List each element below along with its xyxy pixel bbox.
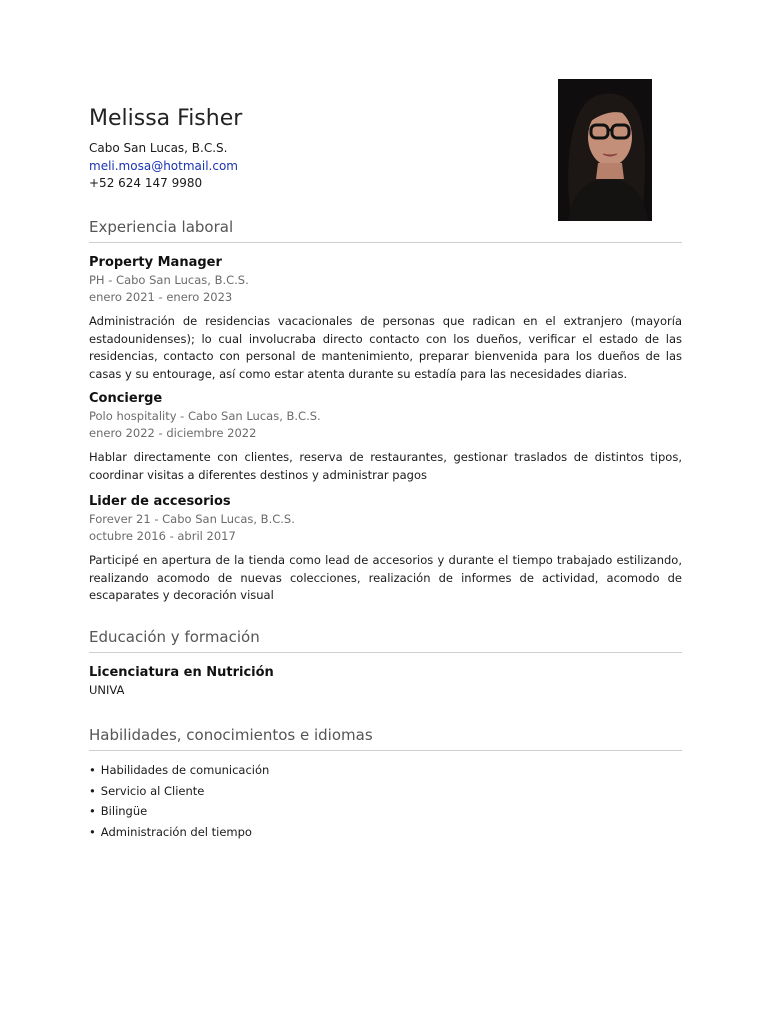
skill-item: • Habilidades de comunicación	[89, 760, 269, 781]
job-title: Lider de accesorios	[89, 494, 231, 509]
email-link[interactable]: meli.mosa@hotmail.com	[89, 158, 238, 173]
skills-list	[89, 760, 269, 842]
profile-photo	[558, 79, 652, 221]
job-company: Polo hospitality - Cabo San Lucas, B.C.S.	[89, 409, 321, 423]
phone-text: +52 624 147 9980	[89, 176, 203, 190]
skill-item: • Servicio al Cliente	[89, 781, 269, 802]
job-entry	[89, 390, 682, 484]
job-description: Hablar directamente con clientes, reserva de restaurantes, gestionar traslados de distintos tipos, coordinar visitas a diferentes destinos y administrar pagos	[89, 450, 682, 482]
job-title: Concierge	[89, 391, 163, 406]
contact-info	[89, 140, 238, 193]
experience-section-title: Experiencia laboral	[89, 218, 682, 243]
candidate-name: Melissa Fisher	[89, 106, 243, 131]
job-entry	[89, 254, 682, 383]
profile-photo-illustration	[558, 79, 652, 221]
job-dates: enero 2021 - enero 2023	[89, 290, 233, 304]
job-description: Participé en apertura de la tienda como lead de accesorios y durante el tiempo trabajado estilizando, realizando acomodo de nuevas colecciones, realización de informes de actividad, acomodo de escaparates y decoración visual	[89, 553, 682, 602]
job-dates: enero 2022 - diciembre 2022	[89, 426, 257, 440]
job-dates: octubre 2016 - abril 2017	[89, 529, 236, 543]
job-company: PH - Cabo San Lucas, B.C.S.	[89, 273, 249, 287]
school-name: UNIVA	[89, 683, 125, 697]
skills-section-title: Habilidades, conocimientos e idiomas	[89, 726, 682, 751]
skill-item: • Administración del tiempo	[89, 822, 269, 843]
job-company: Forever 21 - Cabo San Lucas, B.C.S.	[89, 512, 295, 526]
job-entry	[89, 493, 682, 605]
education-section-title: Educación y formación	[89, 628, 682, 653]
location-text: Cabo San Lucas, B.C.S.	[89, 141, 228, 155]
education-entry	[89, 664, 274, 699]
skill-item: • Bilingüe	[89, 801, 269, 822]
degree-title: Licenciatura en Nutrición	[89, 665, 274, 680]
job-title: Property Manager	[89, 255, 222, 270]
job-description: Administración de residencias vacacionales de personas que radican en el extranjero (mayoría estadounidenses); lo cual involucraba directo contacto con los dueños, verificar el estado de las residencias, contacto con personal de mantenimiento, preparar bienvenida para los dueños de las casas y su entourage, así como estar atenta durante su estadía para las necesidades diarias.	[89, 314, 682, 381]
